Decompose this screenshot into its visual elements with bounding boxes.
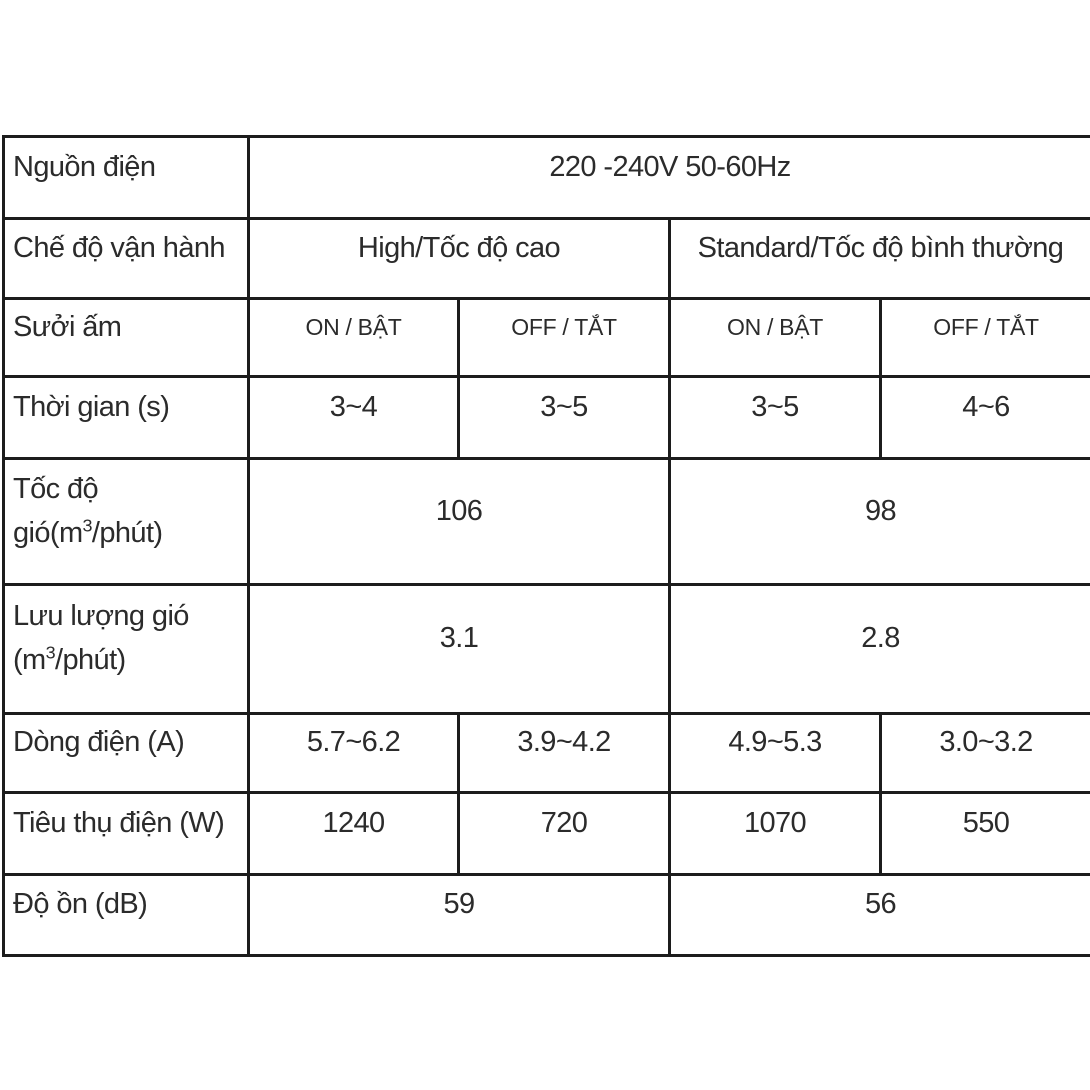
heating-standard-off: OFF / TẮT <box>881 299 1090 377</box>
wind-speed-standard-value: 98 <box>670 459 1090 585</box>
power-source-value: 220 -240V 50-60Hz <box>249 137 1090 219</box>
row-power-consumption <box>4 793 1090 875</box>
power-consumption-label: Tiêu thụ điện (W) <box>4 793 249 875</box>
mode-standard-header: Standard/Tốc độ bình thường <box>670 219 1090 299</box>
wind-speed-high-value: 106 <box>249 459 670 585</box>
air-flow-high-value: 3.1 <box>249 585 670 714</box>
noise-high-value: 59 <box>249 875 670 956</box>
power-source-label: Nguồn điện <box>4 137 249 219</box>
air-flow-label-line2: $(m^3/phút)$ <box>13 642 126 676</box>
current-standard-off: 3.0~3.2 <box>881 714 1090 793</box>
noise-label: Độ ồn (dB) <box>4 875 249 956</box>
row-power-source <box>4 137 1090 219</box>
time-standard-off: 4~6 <box>881 377 1090 459</box>
spec-table-container <box>2 135 1088 957</box>
power-consumption-standard-off: 550 <box>881 793 1090 875</box>
superscript-3: 3 <box>45 642 56 663</box>
current-high-off: 3.9~4.2 <box>459 714 670 793</box>
time-high-off: 3~5 <box>459 377 670 459</box>
time-label: Thời gian (s) <box>4 377 249 459</box>
air-flow-standard-value: 2.8 <box>670 585 1090 714</box>
row-operating-mode <box>4 219 1090 299</box>
heating-high-off: OFF / TẮT <box>459 299 670 377</box>
current-standard-on: 4.9~5.3 <box>670 714 881 793</box>
noise-standard-value: 56 <box>670 875 1090 956</box>
wind-speed-label-line1: Tốc độ <box>13 472 99 505</box>
time-high-on: 3~4 <box>249 377 459 459</box>
current-label: Dòng điện (A) <box>4 714 249 793</box>
wind-speed-label-line2: $gió(m^3/phút)$ <box>13 514 163 549</box>
time-standard-on: 3~5 <box>670 377 881 459</box>
air-flow-label <box>4 585 249 714</box>
row-noise <box>4 875 1090 956</box>
spec-table <box>2 135 1090 957</box>
power-consumption-standard-on: 1070 <box>670 793 881 875</box>
row-heating <box>4 299 1090 377</box>
row-time <box>4 377 1090 459</box>
power-consumption-high-off: 720 <box>459 793 670 875</box>
wind-speed-label <box>4 459 249 585</box>
mode-high-header: High/Tốc độ cao <box>249 219 670 299</box>
heating-standard-on: ON / BẬT <box>670 299 881 377</box>
superscript-3: 3 <box>82 514 92 535</box>
heating-high-on: ON / BẬT <box>249 299 459 377</box>
row-current <box>4 714 1090 793</box>
row-air-flow <box>4 585 1090 714</box>
air-flow-label-line1: Lưu lượng gió <box>13 600 189 632</box>
operating-mode-label: Chế độ vận hành <box>4 219 249 299</box>
current-high-on: 5.7~6.2 <box>249 714 459 793</box>
row-wind-speed <box>4 459 1090 585</box>
power-consumption-high-on: 1240 <box>249 793 459 875</box>
heating-label: Sưởi ấm <box>4 299 249 377</box>
